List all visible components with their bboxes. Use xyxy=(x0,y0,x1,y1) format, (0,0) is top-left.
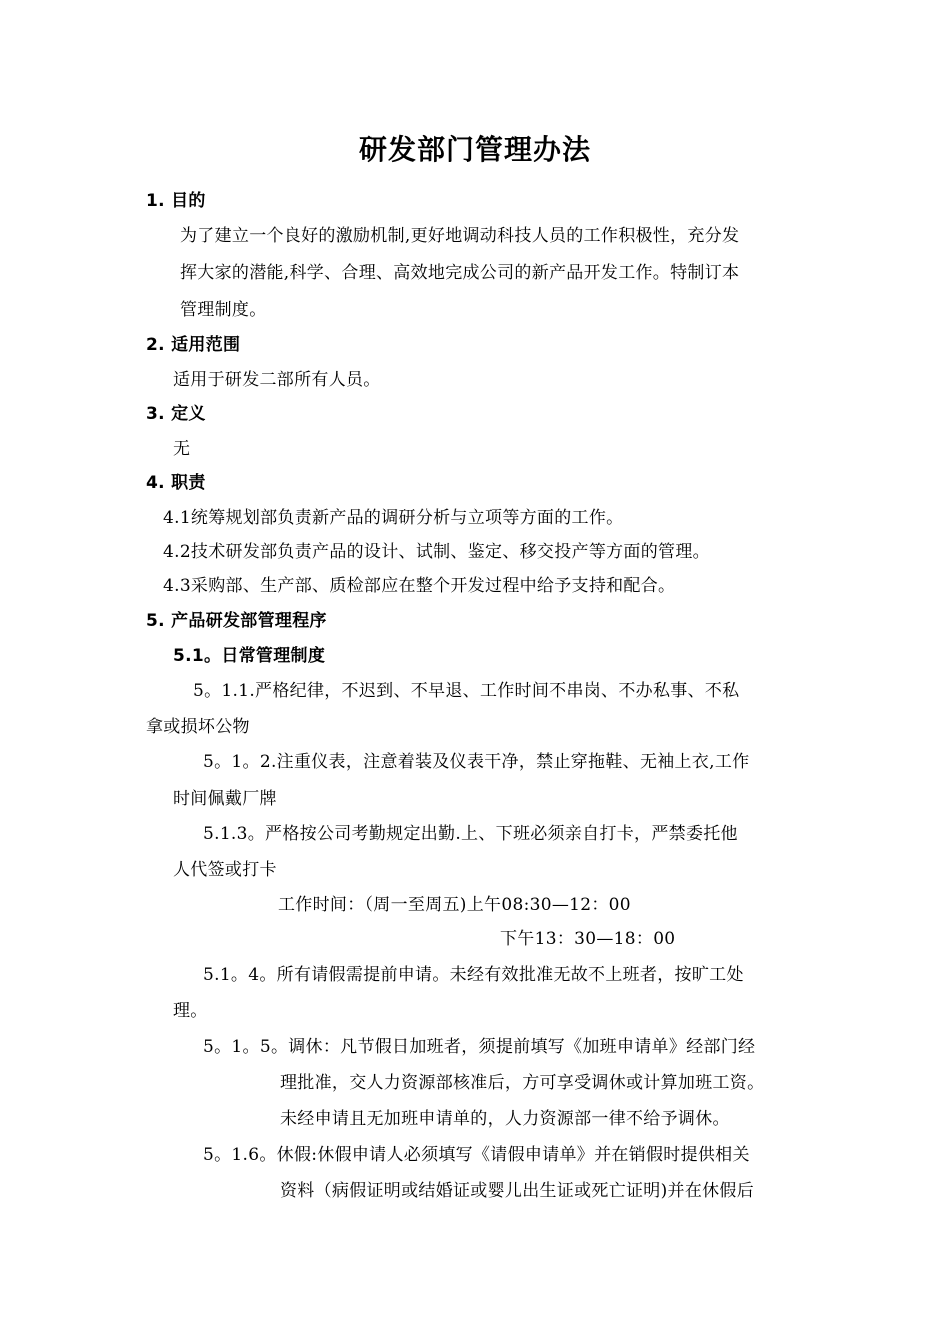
paragraph-line: 理。 xyxy=(173,1001,208,1021)
paragraph-line: 4.1统筹规划部负责新产品的调研分析与立项等方面的工作。 xyxy=(163,508,624,528)
document-title: 研发部门管理办法 xyxy=(358,133,591,166)
paragraph-line: 5。1。2.注重仪表，注意着装及仪表干净，禁止穿拖鞋、无袖上衣,工作 xyxy=(203,752,750,772)
paragraph-line: 为了建立一个良好的激励机制,更好地调动科技人员的工作积极性，充分发 xyxy=(180,226,740,246)
paragraph-line: 5。1.1.严格纪律，不迟到、不早退、工作时间不串岗、不办私事、不私 xyxy=(193,681,740,701)
paragraph-line: 无 xyxy=(173,439,191,459)
section-heading-scope: 2. 适用范围 xyxy=(146,335,241,355)
paragraph-line: 5.1.3。严格按公司考勤规定出勤.上、下班必须亲自打卡，严禁委托他 xyxy=(203,824,738,844)
sub-heading-daily-management: 5.1。日常管理制度 xyxy=(173,646,326,666)
paragraph-line: 人代签或打卡 xyxy=(173,860,277,880)
paragraph-line: 4.3采购部、生产部、质检部应在整个开发过程中给予支持和配合。 xyxy=(163,576,676,596)
paragraph-line: 4.2技术研发部负责产品的设计、试制、鉴定、移交投产等方面的管理。 xyxy=(163,542,710,562)
section-heading-responsibility: 4. 职责 xyxy=(146,473,206,493)
work-hours-afternoon: 下午13：30—18：00 xyxy=(500,929,676,949)
paragraph-line: 时间佩戴厂牌 xyxy=(173,789,277,809)
paragraph-line: 适用于研发二部所有人员。 xyxy=(173,370,381,390)
paragraph-line: 5。1。5。调休：凡节假日加班者，须提前填写《加班申请单》经部门经 xyxy=(203,1037,756,1057)
paragraph-line: 拿或损坏公物 xyxy=(146,717,250,737)
paragraph-line: 管理制度。 xyxy=(180,300,267,320)
paragraph-line: 资料（病假证明或结婚证或婴儿出生证或死亡证明)并在休假后 xyxy=(280,1181,755,1201)
paragraph-line: 5.1。4。所有请假需提前申请。未经有效批准无故不上班者，按旷工处 xyxy=(203,965,744,985)
section-heading-purpose: 1. 目的 xyxy=(146,191,206,211)
paragraph-line: 理批准，交人力资源部核准后，方可享受调休或计算加班工资。 xyxy=(280,1073,765,1093)
paragraph-line: 挥大家的潜能,科学、合理、高效地完成公司的新产品开发工作。特制订本 xyxy=(180,263,740,283)
paragraph-line: 未经申请且无加班申请单的，人力资源部一律不给予调休。 xyxy=(280,1109,730,1129)
paragraph-line: 5。1.6。休假:休假申请人必须填写《请假申请单》并在销假时提供相关 xyxy=(203,1145,750,1165)
section-heading-definition: 3. 定义 xyxy=(146,404,206,424)
work-hours-morning: 工作时间：（周一至周五)上午08:30—12：00 xyxy=(278,895,631,915)
section-heading-procedure: 5. 产品研发部管理程序 xyxy=(146,611,327,631)
